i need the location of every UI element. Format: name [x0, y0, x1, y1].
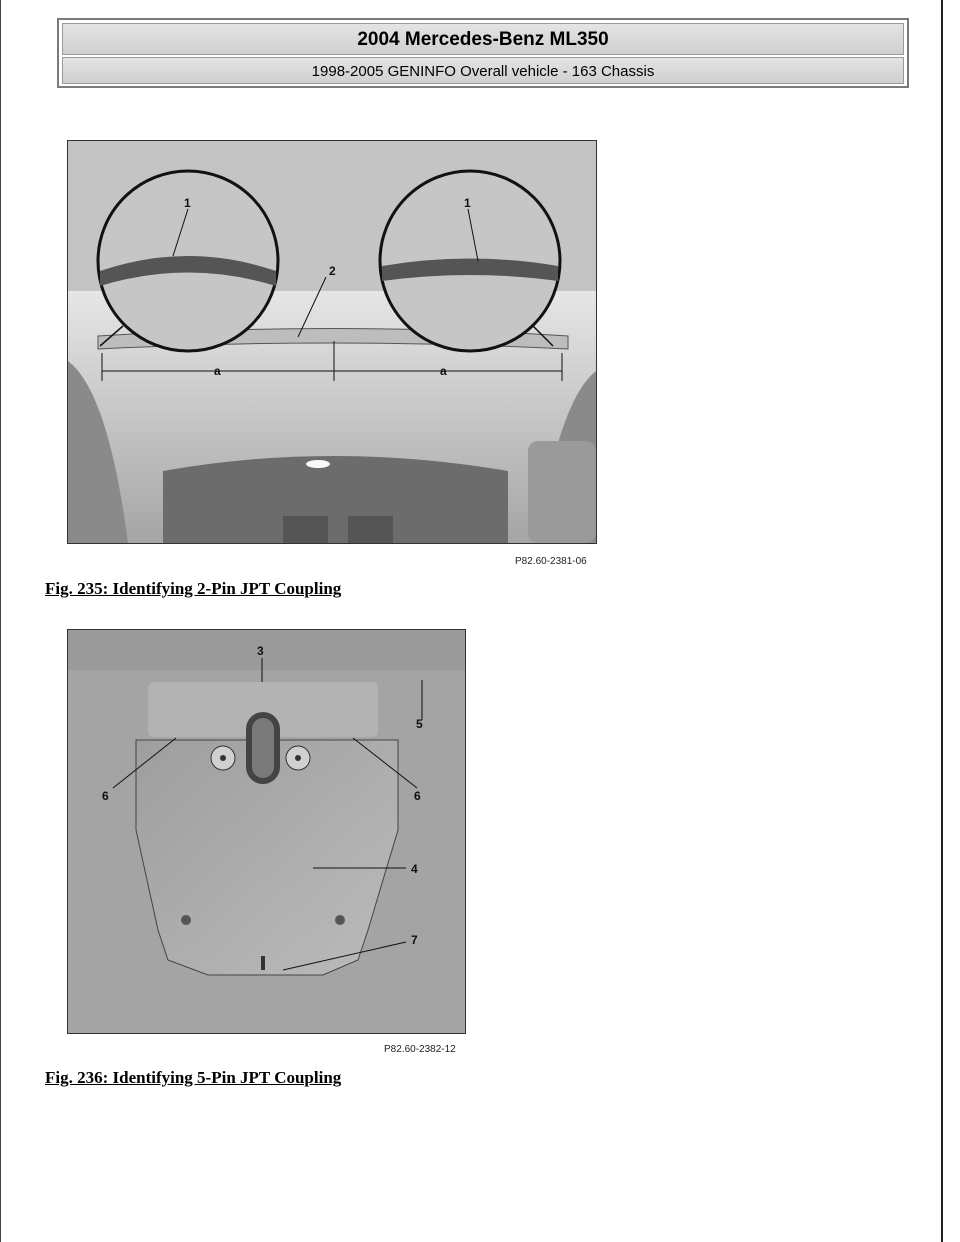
callout-1-right: 1: [464, 196, 471, 210]
callout-7: 7: [411, 933, 418, 947]
headliner-illustration: [68, 141, 596, 543]
callout-6-right: 6: [414, 789, 421, 803]
figure-236-image: [67, 629, 466, 1034]
coupling-plate-illustration: [68, 630, 465, 1033]
figure-236-code: P82.60-2382-12: [384, 1044, 456, 1055]
callout-5: 5: [416, 717, 423, 731]
callout-6-left: 6: [102, 789, 109, 803]
figure-235-image: [67, 140, 597, 544]
callout-4: 4: [411, 862, 418, 876]
figure-236-caption: Fig. 236: Identifying 5-Pin JPT Coupling: [45, 1068, 342, 1087]
callout-3: 3: [257, 644, 264, 658]
figure-235-caption: Fig. 235: Identifying 2-Pin JPT Coupling: [45, 579, 342, 598]
callout-1-left: 1: [184, 196, 191, 210]
header-title: 2004 Mercedes-Benz ML350: [62, 23, 904, 55]
dimension-a-right: a: [440, 364, 447, 378]
callout-2: 2: [329, 264, 336, 278]
figure-235-code: P82.60-2381-06: [515, 556, 587, 567]
document-header: [57, 18, 909, 88]
dimension-a-left: a: [214, 364, 221, 378]
header-subtitle: 1998-2005 GENINFO Overall vehicle - 163 Chassis: [62, 57, 904, 84]
